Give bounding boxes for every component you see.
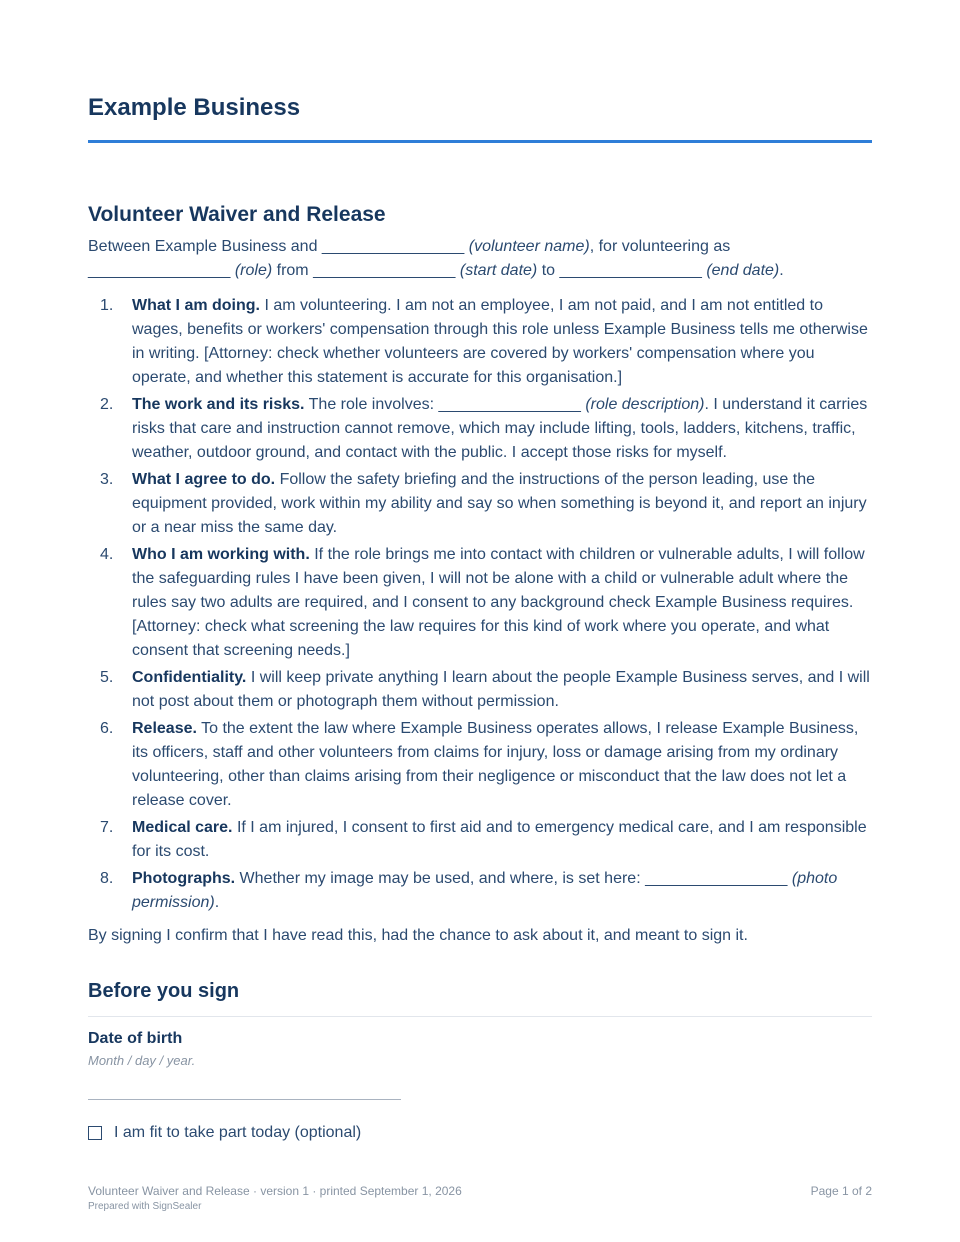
term-text: The role involves: (304, 396, 439, 413)
term-heading: What I agree to do. (132, 471, 276, 488)
section-divider (88, 1016, 872, 1017)
term-text: If I am injured, I consent to first aid and to emergency medical care, and I am responsible for its cost. (132, 819, 867, 860)
role-hint: (role) (234, 262, 273, 279)
term-number: 5. (100, 669, 114, 686)
term-number: 3. (100, 471, 114, 488)
term-heading: Who I am working with. (132, 546, 310, 563)
term-item (88, 717, 872, 813)
end-date-hint: (end date) (706, 262, 780, 279)
term-item (88, 666, 872, 714)
term-heading: Photographs. (132, 870, 236, 887)
term-number: 2. (100, 396, 114, 413)
business-name: Example Business (88, 94, 301, 121)
role-description-hint: (role description) (585, 396, 705, 413)
document-title: Volunteer Waiver and Release (88, 203, 386, 226)
footer-document-info: Volunteer Waiver and Release · version 1 · printed September 1, 2026 (88, 1184, 462, 1198)
intro-text: from (272, 262, 314, 279)
term-item (88, 294, 872, 390)
intro-paragraph (88, 235, 872, 283)
start-date-hint: (start date) (459, 262, 538, 279)
term-text: . (214, 894, 220, 911)
term-heading: Medical care. (132, 819, 233, 836)
dob-hint: Month / day / year. (88, 1053, 196, 1068)
terms-list (88, 294, 872, 918)
term-heading: Release. (132, 720, 197, 737)
dob-input-line[interactable] (88, 1099, 401, 1100)
term-number: 7. (100, 819, 114, 836)
photo-permission-blank: ________________ (645, 870, 788, 887)
volunteer-name-blank: ________________ (321, 238, 465, 255)
term-heading: Confidentiality. (132, 669, 247, 686)
role-blank: ________________ (88, 262, 231, 279)
term-text: If the role brings me into contact with children or vulnerable adults, I will follow the safeguarding rules I have been given, I will not be alone with a child or vulnerable adult where the rules say two adults are required, and I consent to any background check Example Business requires. [Attorney: check what screening the law requires for this kind of work where you operate, and what consent that screening needs.] (132, 546, 865, 659)
term-item (88, 867, 872, 915)
term-item (88, 543, 872, 663)
term-item (88, 393, 872, 465)
term-heading: What I am doing. (132, 297, 260, 314)
before-sign-title: Before you sign (88, 980, 240, 1002)
intro-text: . (779, 262, 784, 279)
term-item (88, 468, 872, 540)
role-description-blank: ________________ (438, 396, 581, 413)
fit-checkbox[interactable] (88, 1126, 102, 1140)
intro-text: to (537, 262, 560, 279)
term-heading: The work and its risks. (132, 396, 305, 413)
term-text: To the extent the law where Example Business operates allows, I release Example Business, its officers, staff and other volunteers from claims for injury, loss or damage arising from my ordinary volunteering, other than claims arising from their negligence or misconduct that the law does not let a release cover. (132, 720, 859, 809)
term-number: 6. (100, 720, 114, 737)
term-text: I will keep private anything I learn about the people Example Business serves, and I will not post about them or photograph them without permission. (132, 669, 870, 710)
volunteer-name-hint: (volunteer name) (468, 238, 590, 255)
term-number: 4. (100, 546, 114, 563)
term-text: I am volunteering. I am not an employee, I am not paid, and I am not entitled to wages, benefits or workers' compensation through this role unless Example Business tells me otherwise in writing. [Attorney: check whether volunteers are covered by workers' compensation where you operate, and whether this statement is accurate for this organisation.] (132, 297, 868, 386)
end-date-blank: ________________ (559, 262, 702, 279)
term-number: 1. (100, 297, 114, 314)
term-text: Follow the safety briefing and the instructions of the person leading, use the equipment provided, work within my ability and say so when something is beyond it, and report an injury or a near miss the same day. (132, 471, 867, 536)
dob-label: Date of birth (88, 1030, 183, 1047)
closing-statement: By signing I confirm that I have read this, had the chance to ask about it, and meant to sign it. (88, 927, 748, 944)
footer-prepared-with: Prepared with SignSealer (88, 1201, 202, 1212)
term-item (88, 816, 872, 864)
photo-permission-hint: (photo permission) (132, 870, 838, 911)
term-number: 8. (100, 870, 114, 887)
start-date-blank: ________________ (313, 262, 456, 279)
fit-checkbox-label: I am fit to take part today (optional) (114, 1124, 362, 1141)
header-divider (88, 140, 872, 143)
page-number: Page 1 of 2 (810, 1184, 872, 1198)
intro-text: , for volunteering as (589, 238, 731, 255)
term-text: Whether my image may be used, and where, is set here: (235, 870, 646, 887)
term-text: . I understand it carries risks that care and instruction cannot remove, which may include lifting, tools, ladders, kitchens, traffic, weather, outdoor ground, and contact with the public. I accept those risks for myself. (132, 396, 868, 461)
intro-text: Between Example Business and (88, 238, 322, 255)
fit-checkbox-row[interactable] (88, 1124, 361, 1142)
